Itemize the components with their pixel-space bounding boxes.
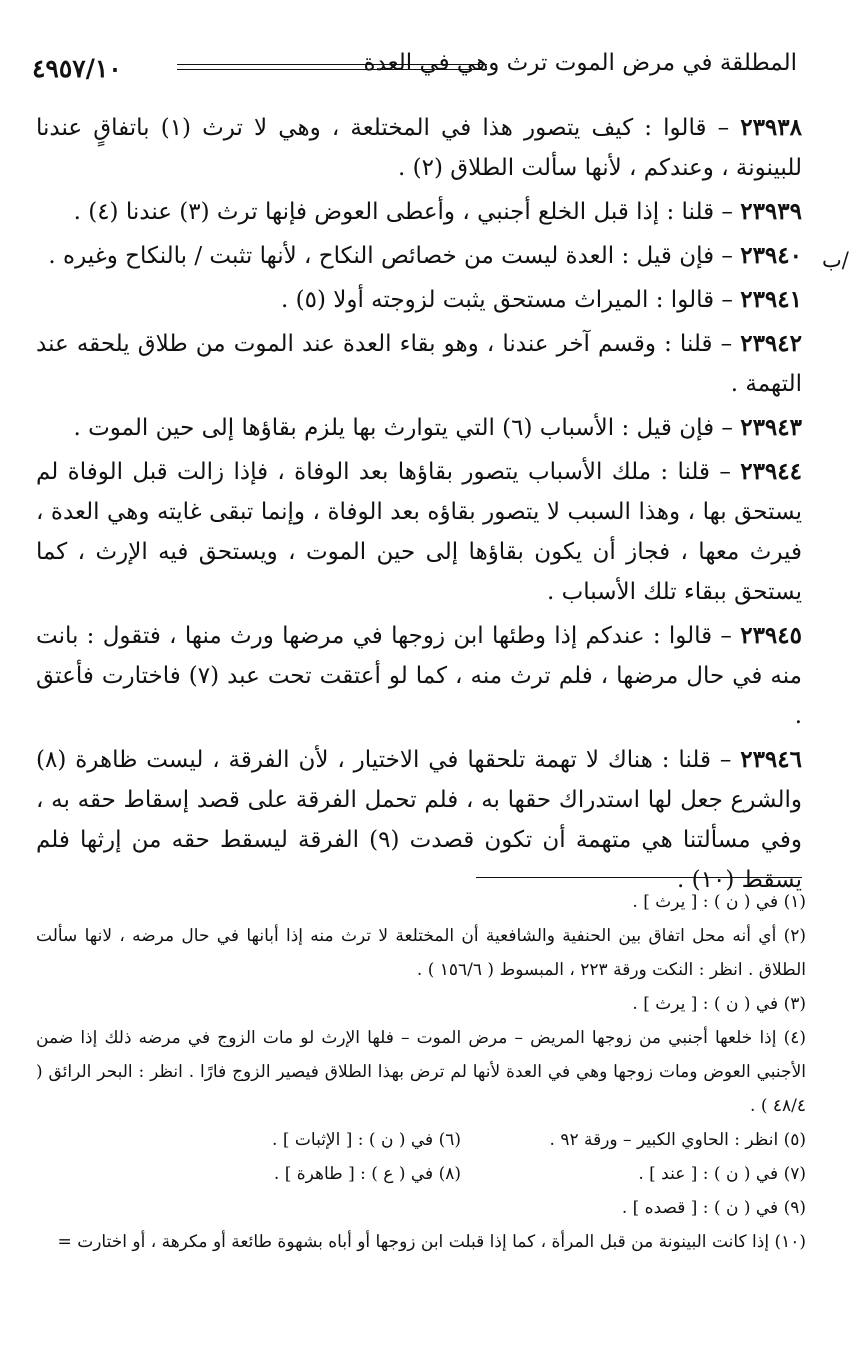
paragraph-text: – قلنا : وقسم آخر عندنا ، وهو بقاء العدة عند الموت من طلاق يلحقه عند التهمة . bbox=[36, 331, 802, 397]
issue-number: ٢٣٩٤٥ bbox=[740, 622, 802, 649]
paragraph bbox=[36, 324, 802, 404]
footnote: (٣) في ( ن ) : [ يرث ] . bbox=[632, 994, 806, 1014]
paragraph-text: – فإن قيل : العدة ليست من خصائص النكاح ، لأنها تثبت / بالنكاح وغيره . bbox=[48, 243, 741, 269]
page-header bbox=[32, 50, 797, 90]
issue-number: ٢٣٩٤٢ bbox=[740, 330, 802, 357]
footnote: (٢) أي أنه محل اتفاق بين الحنفية والشافعية أن المختلعة لا ترث منه إذا أبانها في حال مرضه ، لانها سألت الطلاق . انظر : النكت ورقة ٢٢٣ ، المبسوط ( ١٥٦/٦ ) . bbox=[36, 926, 806, 980]
issue-number: ٢٣٩٣٩ bbox=[740, 198, 802, 225]
footnote: (٤) إذا خلعها أجنبي من زوجها المريض – مرض الموت – فلها الإرث لو مات الزوج في مرضه ذلك إذا ضمن الأجنبي العوض ومات زوجها وهي في العدة لأنها لم ترض بهذا الطلاق فيصير الزوج فارًا . انظر : البحر الرائق ( ٤٨/٤ ) . bbox=[36, 1028, 806, 1116]
paragraph bbox=[36, 740, 802, 900]
paragraph-text: – قلنا : إذا قبل الخلع أجنبي ، وأعطى العوض فإنها ترث (٣) عندنا (٤) . bbox=[73, 199, 741, 225]
footnote-row bbox=[36, 1157, 806, 1191]
footnote-divider bbox=[476, 877, 802, 878]
paragraph bbox=[36, 452, 802, 612]
paragraph bbox=[36, 108, 802, 188]
paragraph-text: – قالوا : كيف يتصور هذا في المختلعة ، وهي لا ترث (١) باتفاقٍ عندنا للبينونة ، وعندكم ، لأنها سألت الطلاق (٢) . bbox=[36, 115, 802, 181]
footnote: (١) في ( ن ) : [ يرث ] . bbox=[632, 892, 806, 912]
paragraph-text: – فإن قيل : الأسباب (٦) التي يتوارث بها يلزم بقاؤها إلى حين الموت . bbox=[73, 415, 741, 441]
running-title: المطلقة في مرض الموت ترث وهي في العدة bbox=[363, 50, 797, 76]
footnote: (٦) في ( ن ) : [ الإثبات ] . bbox=[272, 1130, 461, 1150]
issue-number: ٢٣٩٤٦ bbox=[740, 746, 802, 773]
paragraph bbox=[36, 408, 802, 448]
paragraph-text: – قالوا : عندكم إذا وطئها ابن زوجها في مرضها ورث منها ، فتقول : بانت منه في حال مرضها ، فلم ترث منه ، كما لو أعتقت تحت عبد (٧) فاختارت فأعتق . bbox=[36, 623, 802, 729]
margin-folio-note: /ب bbox=[822, 248, 849, 272]
paragraph-text: – قلنا : هناك لا تهمة تلحقها في الاختيار ، لأن الفرقة ، ليست ظاهرة (٨) والشرع جعل لها استدراك حقها به ، فلم تحمل الفرقة على قصد إسقاط حقه به ، وفي مسألتنا هي متهمة أن تكون قصدت (٩) الفرقة ليسقط حقه من إرثها فلم يسقط (١٠) . bbox=[36, 747, 802, 893]
issue-number: ٢٣٩٣٨ bbox=[740, 114, 802, 141]
paragraph-text: – قلنا : ملك الأسباب يتصور بقاؤها بعد الوفاة ، فإذا زالت قبل الوفاة لم يستحق بها ، وهذا السبب لا يتصور بقاؤه بعد الوفاة ، وإنما تبقى غايته وهي العدة ، فيرث معها ، فجاز أن يكون بقاؤها إلى حين الموت ، ويستحق فيه الإرث ، كما يستحق ببقاء تلك الأسباب . bbox=[36, 459, 802, 605]
footnote: (٥) انظر : الحاوي الكبير – ورقة ٩٢ . bbox=[549, 1130, 806, 1150]
paragraph bbox=[36, 236, 802, 276]
paragraph-text: – قالوا : الميراث مستحق يثبت لزوجته أولا (٥) . bbox=[280, 287, 741, 313]
page-number: ٤٩٥٧/١٠ bbox=[32, 54, 122, 83]
issue-number: ٢٣٩٤٤ bbox=[740, 458, 802, 485]
footnote: (٧) في ( ن ) : [ عند ] . bbox=[638, 1164, 806, 1184]
issue-number: ٢٣٩٤٠ bbox=[740, 242, 802, 269]
paragraph bbox=[36, 616, 802, 736]
footnote-row bbox=[36, 1123, 806, 1157]
paragraph bbox=[36, 280, 802, 320]
issue-number: ٢٣٩٤٣ bbox=[740, 414, 802, 441]
paragraph bbox=[36, 192, 802, 232]
footnote: (٩) في ( ن ) : [ قصده ] . bbox=[621, 1198, 806, 1218]
footnote: (١٠) إذا كانت البينونة من قبل المرأة ، كما إذا قبلت ابن زوجها أو أباه بشهوة طائعة أو مكرهة ، أو اختارت = bbox=[57, 1232, 806, 1252]
footnote: (٨) في ( ع ) : [ طاهرة ] . bbox=[273, 1164, 461, 1184]
issue-number: ٢٣٩٤١ bbox=[740, 286, 802, 313]
footnotes bbox=[36, 885, 806, 1259]
main-text bbox=[36, 108, 802, 904]
